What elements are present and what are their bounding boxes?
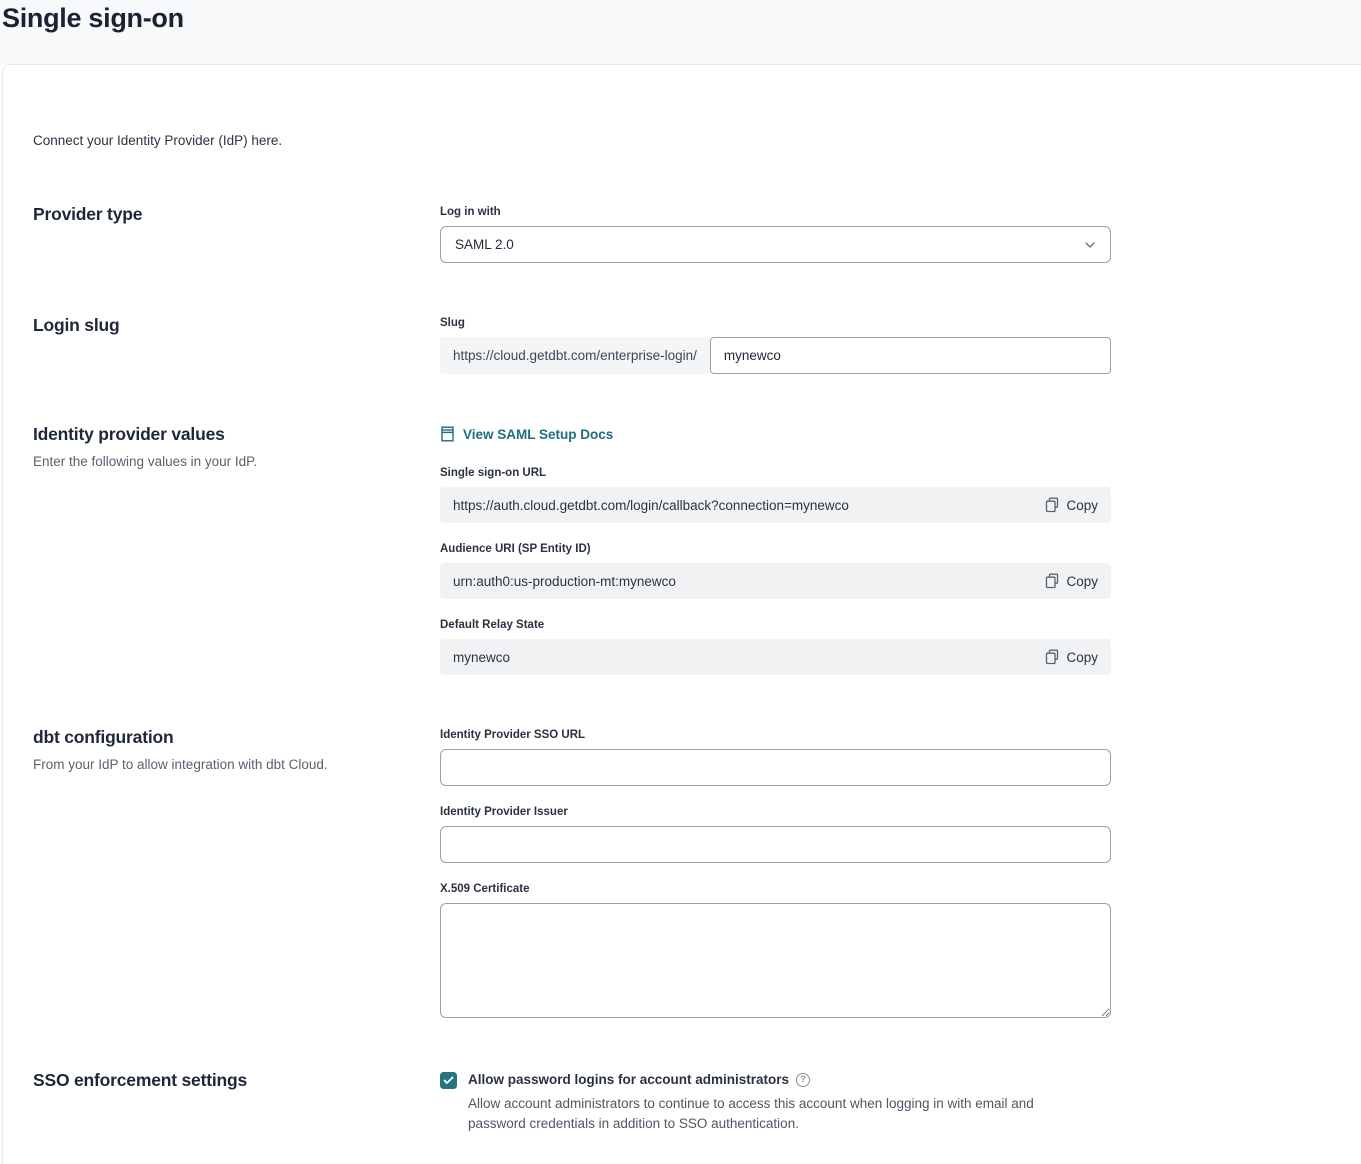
- relay-state-field: [440, 619, 1111, 675]
- copy-icon: [1045, 573, 1059, 589]
- idp-issuer-field: [440, 806, 1111, 863]
- idp-values-subheading: Enter the following values in your IdP.: [33, 454, 258, 469]
- relay-state-label: Default Relay State: [440, 619, 545, 631]
- login-slug-heading: Login slug: [33, 315, 120, 335]
- idp-sso-url-label: Identity Provider SSO URL: [440, 729, 586, 741]
- slug-label: Slug: [440, 317, 465, 329]
- copy-icon: [1045, 649, 1059, 665]
- copy-button-label: Copy: [1066, 573, 1098, 589]
- allow-password-logins-row: [440, 1072, 1111, 1134]
- sso-url-label: Single sign-on URL: [440, 467, 547, 479]
- journal-icon: [440, 426, 455, 442]
- sso-url-value: https://auth.cloud.getdbt.com/login/callback?connection=mynewco: [453, 497, 849, 513]
- sso-enforcement-heading: SSO enforcement settings: [33, 1070, 248, 1090]
- view-saml-docs-label: View SAML Setup Docs: [463, 426, 614, 442]
- section-sso-enforcement: [3, 1072, 1361, 1134]
- idp-issuer-input[interactable]: [440, 826, 1111, 863]
- chevron-down-icon: [1084, 241, 1096, 249]
- copy-button-label: Copy: [1066, 497, 1098, 513]
- page-title: Single sign-on: [2, 3, 184, 33]
- dbt-configuration-heading: dbt configuration: [33, 727, 174, 747]
- section-dbt-configuration: [3, 729, 1361, 1018]
- audience-uri-row: [440, 563, 1111, 599]
- copy-relay-state-button[interactable]: [1045, 649, 1098, 665]
- allow-password-logins-description: Allow account administrators to continue to access this account when logging in with email and password credentials in addition to SSO authentication.: [468, 1096, 1034, 1131]
- slug-url-prefix: https://cloud.getdbt.com/enterprise-login/: [440, 337, 710, 374]
- relay-state-value: mynewco: [453, 649, 511, 665]
- section-provider-type: [3, 206, 1361, 263]
- intro-text: Connect your Identity Provider (IdP) here.: [33, 133, 283, 148]
- dbt-configuration-subheading: From your IdP to allow integration with dbt Cloud.: [33, 757, 328, 772]
- idp-values-heading: Identity provider values: [33, 424, 225, 444]
- sso-url-row: [440, 487, 1111, 523]
- sso-settings-card: [2, 64, 1361, 1164]
- sso-url-field: [440, 467, 1111, 523]
- idp-sso-url-input[interactable]: [440, 749, 1111, 786]
- copy-audience-uri-button[interactable]: [1045, 573, 1098, 589]
- x509-certificate-label: X.509 Certificate: [440, 883, 530, 895]
- copy-button-label: Copy: [1066, 649, 1098, 665]
- x509-certificate-field: [440, 883, 1111, 1018]
- help-icon[interactable]: ?: [796, 1073, 810, 1087]
- view-saml-docs-link[interactable]: [440, 426, 613, 442]
- section-login-slug: [3, 317, 1361, 374]
- allow-password-logins-checkbox[interactable]: [440, 1072, 457, 1089]
- audience-uri-label: Audience URI (SP Entity ID): [440, 543, 591, 555]
- allow-password-logins-label: Allow password logins for account administrators: [468, 1072, 790, 1087]
- relay-state-row: [440, 639, 1111, 675]
- audience-uri-value: urn:auth0:us-production-mt:mynewco: [453, 573, 676, 589]
- idp-sso-url-field: [440, 729, 1111, 786]
- login-with-label: Log in with: [440, 206, 501, 218]
- login-with-select[interactable]: [440, 226, 1111, 263]
- section-idp-values: [3, 426, 1361, 675]
- copy-icon: [1045, 497, 1059, 513]
- page-header: [0, 0, 1361, 64]
- copy-sso-url-button[interactable]: [1045, 497, 1098, 513]
- slug-field: [440, 337, 1111, 374]
- provider-type-heading: Provider type: [33, 204, 143, 224]
- login-with-selected-value: SAML 2.0: [455, 237, 514, 252]
- audience-uri-field: [440, 543, 1111, 599]
- slug-input[interactable]: [710, 337, 1111, 374]
- idp-issuer-label: Identity Provider Issuer: [440, 806, 568, 818]
- x509-certificate-textarea[interactable]: [440, 903, 1111, 1018]
